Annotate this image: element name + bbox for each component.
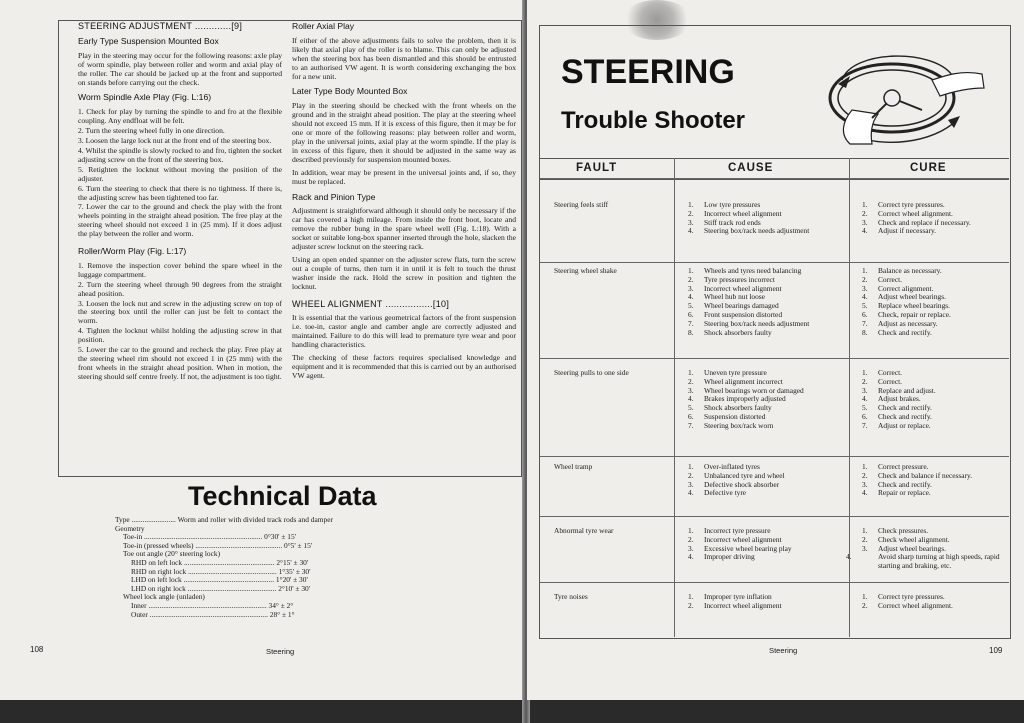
cure-item: 5. Replace wheel bearings. (862, 301, 951, 311)
cause-item: 4. Brakes improperly adjusted (688, 394, 786, 404)
cause-item: 3. Incorrect wheel alignment (688, 283, 782, 293)
worm-step: 2. Turn the steering wheel fully in one direction. (78, 126, 225, 136)
steering-wheel-illustration (812, 40, 992, 150)
cure-item: 6. Check and rectify. (862, 411, 932, 421)
tech-row: LHD on left lock ................................................. 1°20' ± 30' (131, 576, 308, 585)
cause-item: 1. Over-inflated tyres (688, 462, 760, 471)
cause-item: 2. Tyre pressures incorrect (688, 274, 775, 284)
roller-step: 4. Tighten the locknut whilst holding the adjusting screw in that position. (78, 326, 282, 345)
cause-item: 4. Steering box/rack needs adjustment (688, 226, 810, 236)
cure-item: 7. Adjust as necessary. (862, 318, 938, 328)
section-title-wheel-alignment: WHEEL ALIGNMENT .................[10] (292, 298, 450, 309)
tech-row: LHD on right lock ................................................ 2°10' ± 30' (131, 584, 311, 593)
cure-item: 3. Check and rectify. (862, 479, 932, 489)
paragraph-later-1: Play in the steering should be checked with the front wheels on the ground and in the straight ahead position. The play at the steering wheel should not exceed 15 mm. If it is excess of this figure, then it may be for one or more of the following reasons: play between roller and worm, play in the universal joints, axial play at the worm spindle. If the play is in excess of this figure, then it should be adjusted in the same way as described previously for suspension mounted boxes. (292, 101, 516, 164)
fault-cell: Steering pulls to one side (554, 368, 629, 377)
cure-item: 4. Avoid sharp turning at high speeds, rapid starting and braking, etc. (846, 552, 1000, 571)
table-row (540, 358, 1009, 457)
heading-early-type: Early Type Suspension Mounted Box (78, 35, 219, 46)
cure-item: 1. Correct. (862, 368, 903, 377)
fault-cell: Abnormal tyre wear (554, 526, 614, 535)
cure-item: 2. Correct wheel alignment. (862, 208, 953, 218)
roller-step: 5. Lower the car to the ground and recheck the play. Free play at the steering wheel rim should not exceed 1 in (25 mm) with the front wheels in the straight ahead position. When in motion, the steering should self centre freely. If not, the adjustment is too tight. (78, 345, 282, 381)
heading-roller-worm: Roller/Worm Play (Fig. L:17) (78, 246, 187, 257)
cause-list (688, 463, 785, 498)
cause-item: 4. Defective tyre (688, 488, 747, 498)
roller-step: 1. Remove the inspection cover behind the spare wheel in the luggage compartment. (78, 260, 282, 279)
paragraph-axial: If either of the above adjustments fails to solve the problem, then it is likely that axial play of the roller is to blame. This can only be adjusted when the steering box has been dismantled and this should be entrusted to an authorised VW agent. It is worth considering exchanging the box for a new unit. (292, 35, 516, 81)
cure-list (862, 463, 1007, 498)
cure-item: 4. Adjust wheel bearings. (862, 292, 946, 302)
cause-list (688, 267, 809, 337)
heading-roller-axial: Roller Axial Play (292, 21, 355, 31)
paragraph-later-2: In addition, wear may be present in the universal joints and, if so, they must be replaced. (292, 167, 516, 186)
worm-step: 3. Loosen the large lock nut at the front end of the steering box. (78, 136, 272, 146)
cause-item: 2. Wheel alignment incorrect (688, 376, 783, 386)
heading-later-type: Later Type Body Mounted Box (292, 86, 408, 97)
cause-item: 2. Unbalanced tyre and wheel (688, 470, 785, 480)
cure-item: 2. Check wheel alignment. (862, 534, 950, 544)
header-cure: CURE (910, 162, 947, 174)
heading-worm-spindle: Worm Spindle Axle Play (Fig. L:16) (78, 92, 212, 103)
tech-row: RHD on right lock ................................................ 1°35' ± 30' (131, 567, 311, 576)
technical-data-title: Technical Data (188, 481, 377, 511)
cause-list (688, 527, 792, 562)
fault-cell: Tyre noises (554, 592, 588, 601)
left-column-2 (292, 22, 516, 385)
page-number-left: 108 (30, 645, 44, 654)
cure-item: 2. Check and balance if necessary. (862, 470, 973, 480)
worm-steps (78, 108, 282, 239)
cause-list (688, 201, 809, 236)
tech-row: Outer ................................................................ 28° ± 1° (131, 610, 295, 619)
table-row (540, 516, 1009, 583)
tech-row: Toe out angle (20° steering lock) (123, 550, 221, 559)
cure-item: 4. Adjust if necessary. (862, 226, 937, 236)
worm-step: 1. Check for play by turning the spindle to and fro at the flexible coupling. Any endfloat will be felt. (78, 107, 282, 126)
paragraph-rack-2: Using an open ended spanner on the adjuster screw flats, turn the screw out a couple of turns, then turn it in until it is felt to touch the thrust washer inside the rack. Hold the screw in position and tighten the locknut. (292, 254, 516, 291)
tech-row: Toe-in ................................................................ 0°30' ± 15' (123, 533, 296, 542)
cure-list (862, 593, 1007, 611)
cure-list (862, 369, 1007, 431)
heading-rack-pinion: Rack and Pinion Type (292, 191, 376, 202)
fault-cell: Steering wheel shake (554, 266, 617, 275)
cause-item: 1. Uneven tyre pressure (688, 368, 767, 377)
cure-item: 1. Correct tyre pressures. (862, 592, 945, 601)
paragraph-early: Play in the steering may occur for the following reasons: axle play of worm spindle, play between roller and worm and axial play of the roller. The car should be jacked up at the front and supported on stands before carrying out the check. (78, 50, 282, 87)
cause-item: 5. Wheel bearings damaged (688, 301, 779, 311)
worm-step: 5. Retighten the locknut without moving the position of the adjuster. (78, 164, 282, 183)
tech-row: Geometry (115, 524, 145, 533)
cause-item: 7. Steering box/rack worn (688, 420, 774, 430)
cure-item: 6. Check, repair or replace. (862, 309, 951, 319)
cure-item: 3. Check and replace if necessary. (862, 217, 971, 227)
roller-step: 3. Loosen the lock nut and screw in the adjusting screw on top of the steering box until the roller can just be felt to contact the worm. (78, 298, 282, 326)
cure-item: 7. Adjust or replace. (862, 420, 931, 430)
paragraph-wheel-2: The checking of these factors requires specialised knowledge and equipment and it is recommended that this is carried out by an authorised VW agent. (292, 353, 516, 380)
worm-step: 4. Whilst the spindle is slowly rocked to and fro, tighten the socket adjusting screw on the front of the steering box. (78, 145, 282, 164)
left-page (0, 0, 525, 700)
cause-item: 6. Suspension distorted (688, 411, 766, 421)
cure-list (846, 526, 1007, 571)
tech-row: Toe-in (pressed wheels) ............................................... 0°5' ± 15' (123, 541, 313, 550)
cause-list (688, 369, 804, 431)
tech-row: Type ........................ Worm and roller with divided track rods and damper (115, 516, 333, 524)
cause-item: 4. Wheel hub nut loose (688, 292, 765, 302)
cure-item: 2. Correct. (862, 376, 903, 386)
cure-list (862, 267, 1007, 337)
cure-item: 3. Correct alignment. (862, 283, 934, 293)
cause-item: 5. Shock absorbers faulty (688, 403, 772, 413)
cure-item: 4. Repair or replace. (862, 488, 931, 498)
tech-row: Inner ................................................................ 34° ± 2° (131, 601, 294, 610)
roller-step: 2. Turn the steering wheel through 90 degrees from the straight ahead position. (78, 279, 282, 298)
cause-item: 1. Low tyre pressures (688, 200, 761, 209)
page-number-right: 109 (989, 646, 1003, 655)
cure-item: 2. Correct wheel alignment. (862, 600, 953, 610)
cure-item: 1. Balance as necessary. (862, 266, 942, 275)
cause-list (688, 593, 782, 611)
cause-item: 2. Incorrect wheel alignment (688, 534, 782, 544)
cure-item: 4. Adjust brakes. (862, 394, 921, 404)
cure-item: 1. Correct pressure. (862, 462, 929, 471)
fault-cell: Steering feels stiff (554, 200, 609, 209)
paragraph-wheel-1: It is essential that the various geometrical factors of the front suspension i.e. toe-in, castor angle and camber angle are correctly adjusted and maintained. Failure to do this will lead to premature tyre wear and poor handling characteristics. (292, 313, 516, 350)
cause-item: 4. Improper driving (688, 552, 755, 562)
table-row (540, 262, 1009, 359)
cure-list (862, 201, 1007, 236)
cause-item: 1. Improper tyre inflation (688, 592, 772, 601)
cause-item: 2. Incorrect wheel alignment (688, 600, 782, 610)
header-fault: FAULT (576, 162, 618, 174)
cause-item: 1. Wheels and tyres need balancing (688, 266, 802, 275)
cure-item: 1. Check pressures. (862, 526, 929, 535)
cause-item: 6. Front suspension distorted (688, 309, 783, 319)
cause-item: 1. Incorrect tyre pressure (688, 526, 771, 535)
footer-left: Steering (266, 647, 295, 656)
worm-step: 7. Lower the car to the ground and check the play with the front wheels pointing in the straight ahead position. The free play at the steering wheel should not exceed 1 in (25 mm). If it does adjust the play between the roller and worm. (78, 202, 282, 239)
table-row (540, 456, 1009, 517)
cure-item: 2. Correct. (862, 274, 903, 284)
table-row (540, 582, 1009, 638)
footer-right: Steering (769, 646, 798, 655)
worm-step: 6. Turn the steering to check that there is no tightness. If there is, the adjusting screw has been tightened too far. (78, 183, 282, 202)
tech-row: Wheel lock angle (unladen) (123, 593, 205, 602)
roller-steps (78, 262, 282, 382)
table-header (540, 158, 1009, 180)
cure-item: 1. Correct tyre pressures. (862, 200, 945, 209)
technical-data-table (115, 516, 485, 619)
cause-item: 3. Wheel bearings worn or damaged (688, 385, 804, 395)
trouble-shooter-title: STEERING (561, 53, 735, 91)
cause-item: 8. Shock absorbers faulty (688, 327, 772, 337)
cure-item: 5. Check and rectify. (862, 403, 932, 413)
cure-item: 8. Check and rectify. (862, 327, 932, 337)
right-page (527, 0, 1024, 700)
left-column-1 (78, 22, 282, 383)
cure-item: 3. Adjust wheel bearings. (862, 543, 946, 553)
section-title-steering-adjustment: STEERING ADJUSTMENT .............[9] (78, 21, 243, 31)
cause-item: 2. Incorrect wheel alignment (688, 208, 782, 218)
tech-row: RHD on left lock ................................................. 2°15' ± 30' (131, 558, 309, 567)
trouble-shooter-subtitle: Trouble Shooter (561, 107, 746, 134)
cure-item: 3. Replace and adjust. (862, 385, 936, 395)
cause-item: 3. Excessive wheel bearing play (688, 543, 792, 553)
cause-item: 3. Stiff track rod ends (688, 217, 761, 227)
fault-cell: Wheel tramp (554, 462, 593, 471)
paragraph-rack-1: Adjustment is straightforward although it should only be necessary if the car has covered a high mileage. From inside the front boot, locate and remove the rubber bung in the spare wheel well (Fig. L:18). With a socket or suitable long-box spanner inserted through the hole, slacken the adjuster screw locknut on the steering rack. (292, 206, 516, 252)
header-cause: CAUSE (728, 162, 774, 174)
table-row (540, 178, 1009, 263)
cause-item: 3. Defective shock absorber (688, 479, 780, 489)
cause-item: 7. Steering box/rack needs adjustment (688, 318, 810, 328)
